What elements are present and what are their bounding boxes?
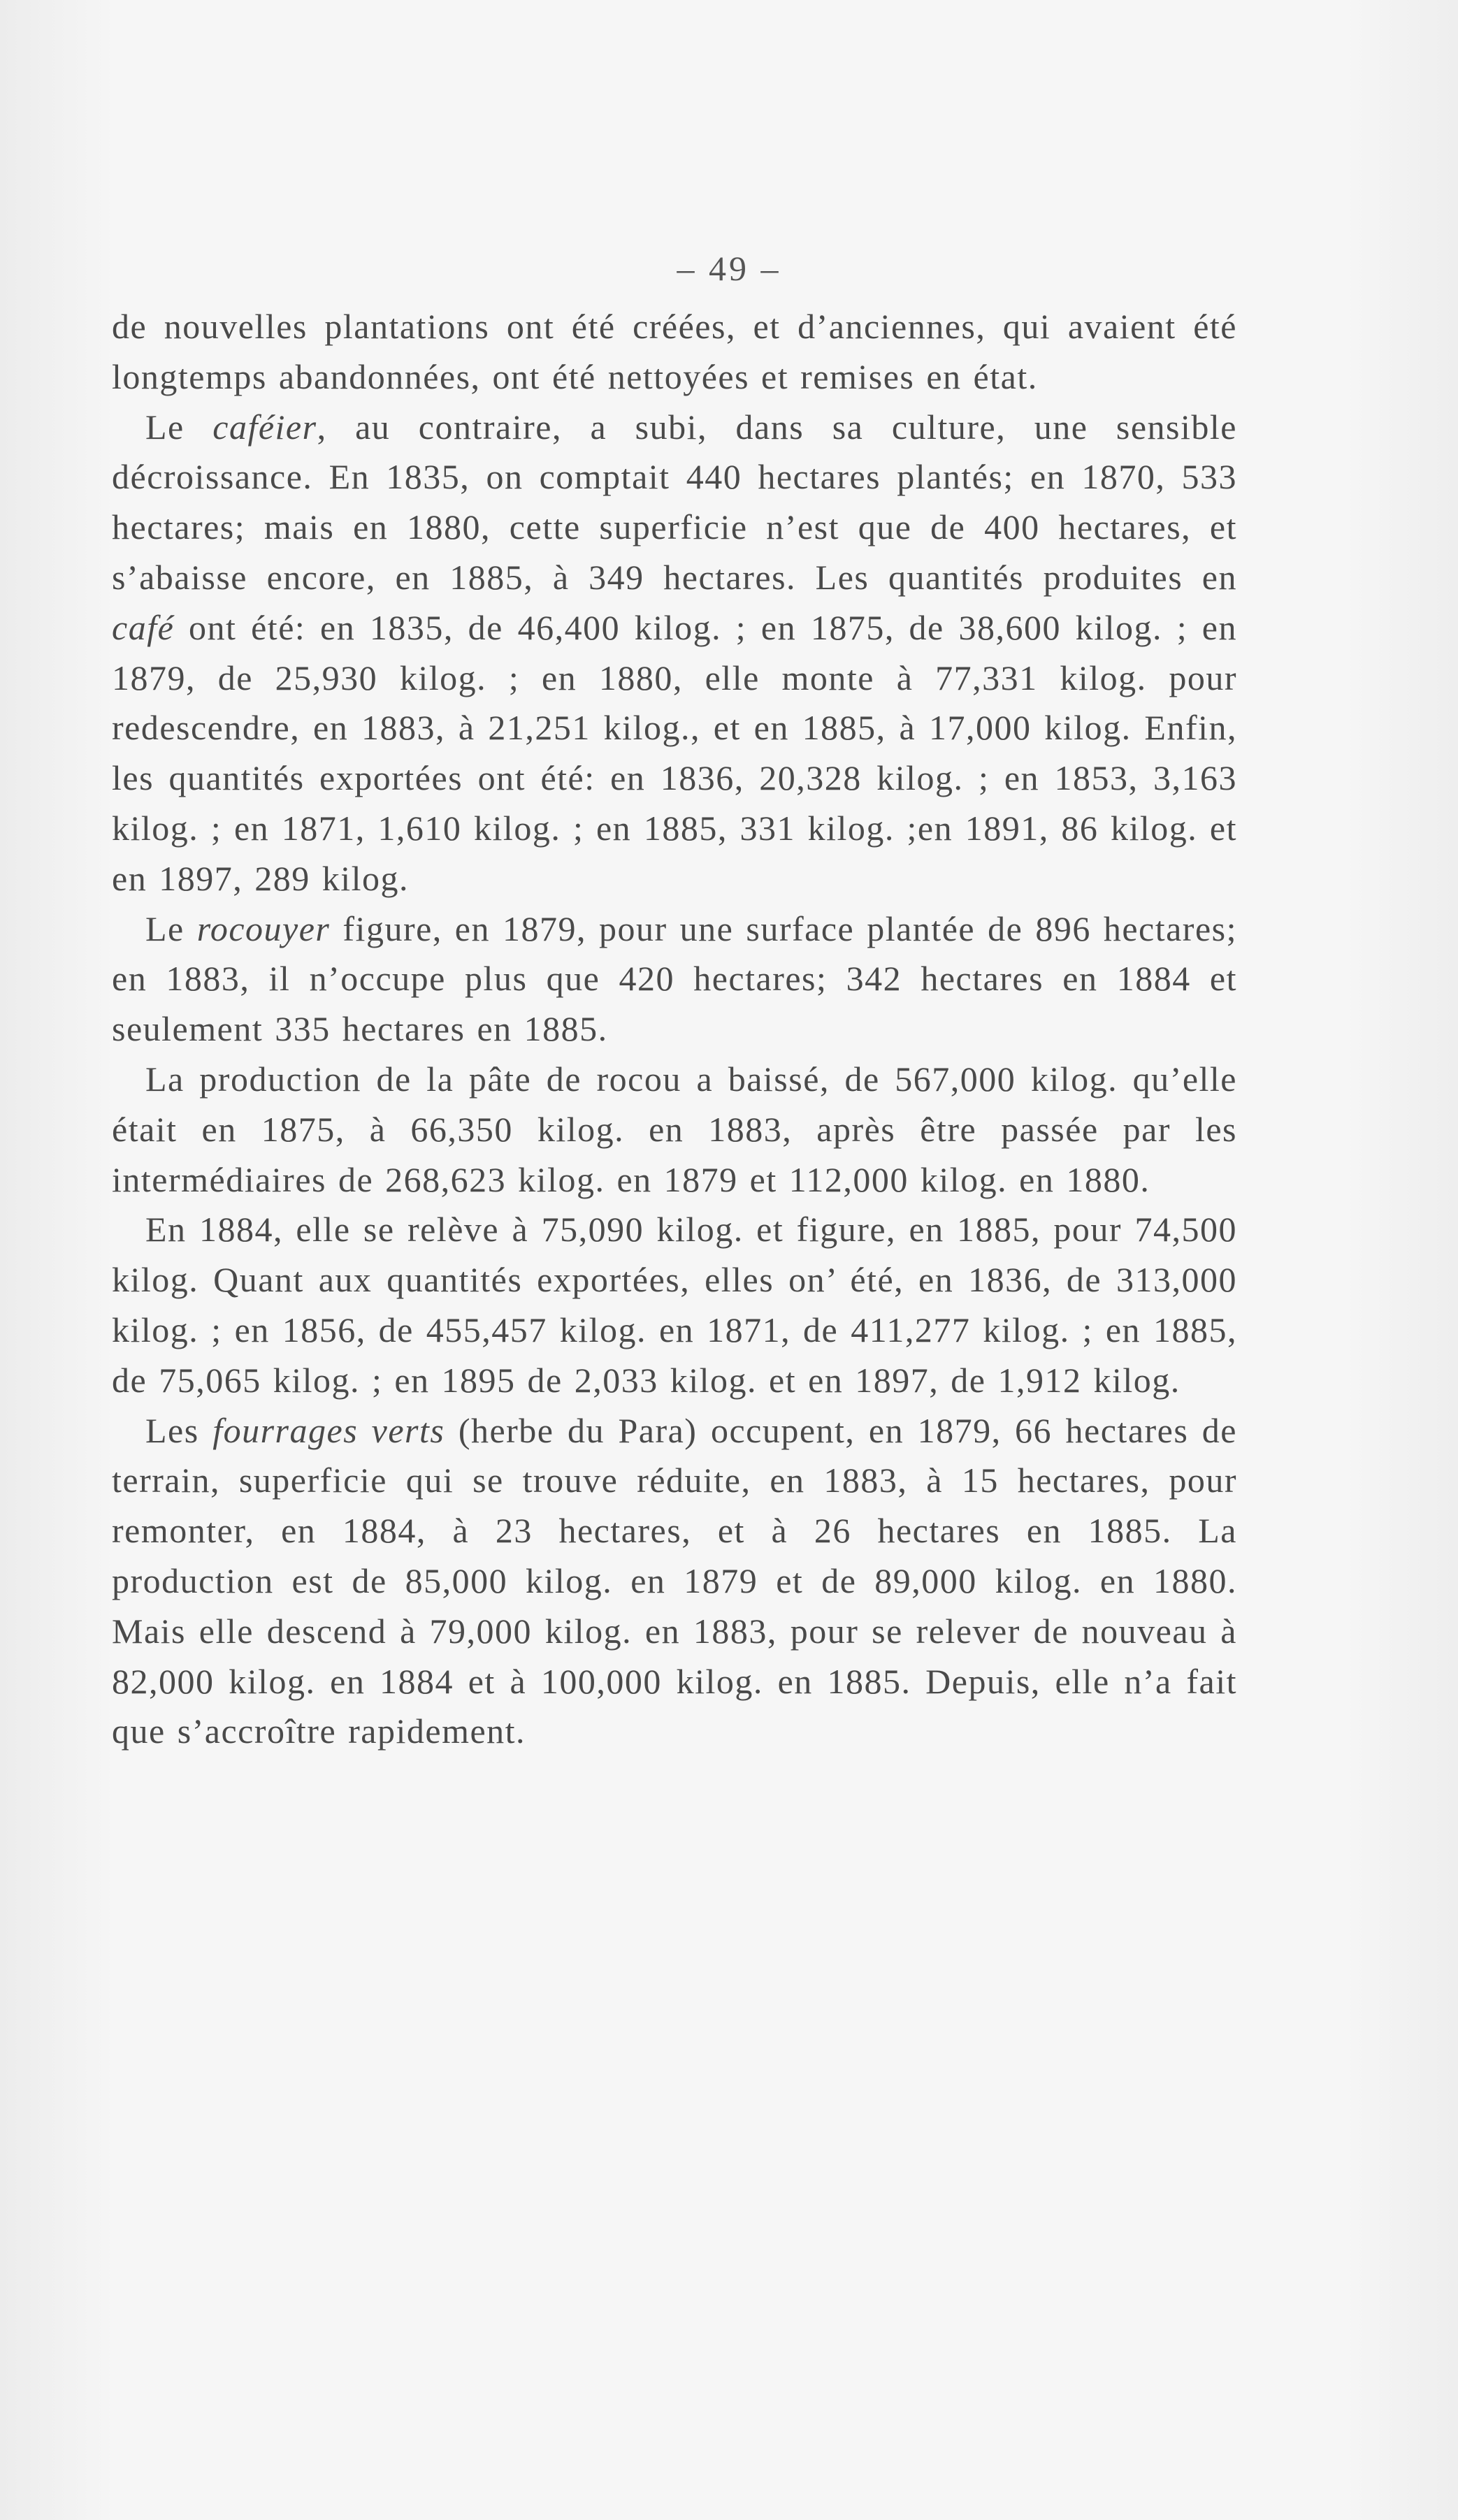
text-run: La production de la pâte de rocou a baissé, de 567,000 kilog. qu’elle était en 1875, à 66,350 kilog. en 1883, après être passée par les intermédiaires de 268,623 kilog. en 1879 et 112,000 kilog. en 1880. [112,1059,1237,1199]
text-run: , au contraire, a subi, dans sa culture, une sensible décroissance. En 1835, on comptait 440 hectares plantés; en 1870, 533 hectares; mais en 1880, cette superficie n’est que de 400 hectares, et s’abaisse encore, en 1885, à 349 hectares. Les quantités produites en [112,407,1237,597]
text-run: ont été: en 1835, de 46,400 kilog. ; en 1875, de 38,600 kilog. ; en 1879, de 25,930 kilog. ; en 1880, elle monte à 77,331 kilog. pour redescendre, en 1883, à 21,251 kilog., et en 1885, à 17,000 kilog. Enfin, les quantités exportées ont été: en 1836, 20,328 kilog. ; en 1853, 3,163 kilog. ; en 1871, 1,610 kilog. ; en 1885, 331 kilog. ;en 1891, 86 kilog. et en 1897, 289 kilog. [112,607,1237,898]
text-run: figure, en 1879, pour une surface plantée de 896 hectares; en 1883, il n’occupe plus que 420 hectares; 342 hectares en 1884 et seulement 335 hectares en 1885. [112,908,1237,1049]
italic-term: café [112,607,175,647]
page-body-text [112,302,1237,1757]
text-run: En 1884, elle se relève à 75,090 kilog. et figure, en 1885, pour 74,500 kilog. Quant aux quantités exportées, elles on’ été, en 1836, de 313,000 kilog. ; en 1856, de 455,457 kilog. en 1871, de 411,277 kilog. ; en 1885, de 75,065 kilog. ; en 1895 de 2,033 kilog. et en 1897, de 1,912 kilog. [112,1210,1237,1400]
text-run: de nouvelles plantations ont été créées, et d’anciennes, qui avaient été longtemps abandonnées, ont été nettoyées et remises en état. [112,307,1237,396]
italic-term: rocouyer [196,908,331,948]
paragraph [112,1205,1237,1405]
paragraph [112,904,1237,1055]
text-run: Le [145,908,197,948]
paragraph [112,1406,1237,1758]
paragraph [112,1055,1237,1205]
paragraph [112,403,1237,904]
italic-term: caféier [212,407,317,447]
text-run: (herbe du Para) occupent, en 1879, 66 hectares de terrain, superficie qui se trouve réduite, en 1883, à 15 hectares, pour remonter, en 1884, à 23 hectares, et à 26 hectares en 1885. La production est de 85,000 kilog. en 1879 et de 89,000 kilog. en 1880. Mais elle descend à 79,000 kilog. en 1883, pour se relever de nouveau à 82,000 kilog. en 1884 et à 100,000 kilog. en 1885. Depuis, elle n’a fait que s’accroître rapidement. [112,1410,1237,1751]
italic-term: fourrages verts [212,1410,445,1450]
paragraph [112,302,1237,403]
text-run: Les [145,1410,213,1450]
page-number: – 49 – [677,249,781,288]
text-run: Le [145,407,213,447]
